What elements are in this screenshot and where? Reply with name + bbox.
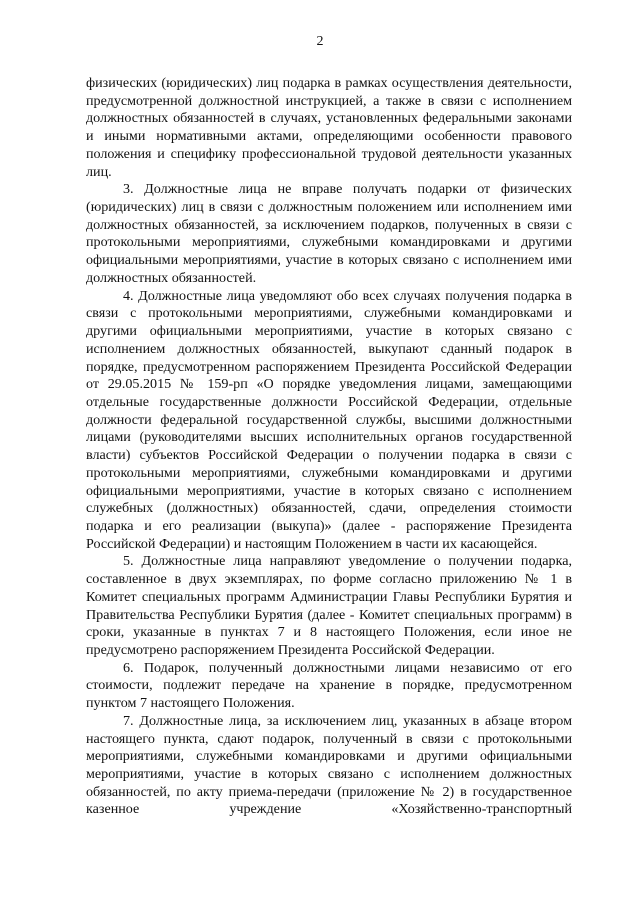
- paragraph-item-5: 5. Должностные лица направляют уведомление о получении подарка, составленное в двух экземплярах, по форме согласно приложению № 1 в Комитет специальных программ Администрации Главы Республики Бурятия и Правительства Республики Бурятия (далее - Комитет специальных программ) в сроки, указанные в пунктах 7 и 8 настоящего Положения, если иное не предусмотрено распоряжением Президента Российской Федерации.: [86, 553, 572, 658]
- paragraph-continuation: физических (юридических) лиц подарка в рамках осуществления деятельности, предусмотренной должностной инструкцией, а также в связи с исполнением должностных обязанностей в случаях, установленных федеральными законами и иными нормативными актами, определяющими особенности правового положения и специфику профессиональной трудовой деятельности указанных лиц.: [86, 75, 572, 180]
- paragraph-item-7: 7. Должностные лица, за исключением лиц, указанных в абзаце втором настоящего пункта, сдают подарок, полученный в связи с протокольными мероприятиями, служебными командировками и другими официальными мероприятиями, участие в которых связано с исполнением должностных обязанностей, по акту приема-передачи (приложение № 2) в государственное казенное учреждение «Хозяйственно-транспортный: [86, 712, 572, 818]
- document-body: [86, 75, 572, 819]
- paragraph-item-4: 4. Должностные лица уведомляют обо всех случаях получения подарка в связи с протокольными мероприятиями, служебными командировками и другими официальными мероприятиями, участие в которых связано с исполнением должностных обязанностей, выкупают сданный подарок в порядке, предусмотренном распоряжением Президента Российской Федерации от 29.05.2015 № 159-рп «О порядке уведомления лицами, замещающими отдельные государственные должности Российской Федерации, отдельные должности федеральной государственной службы, высшими должностными лицами (руководителями высших исполнительных органов государственной власти) субъектов Российской Федерации о получении подарка в связи с протокольными мероприятиями, служебными командировками и другими официальными мероприятиями, участие в которых связано с исполнением служебных (должностных) обязанностей, сдачи, определения стоимости подарка и его реализации (выкупа)» (далее - распоряжение Президента Российской Федерации) и настоящим Положением в части их касающейся.: [86, 287, 572, 552]
- paragraph-item-6: 6. Подарок, полученный должностными лицами независимо от его стоимости, подлежит передаче на хранение в порядке, предусмотренном пунктом 7 настоящего Положения.: [86, 659, 572, 712]
- paragraph-item-3: 3. Должностные лица не вправе получать подарки от физических (юридических) лиц в связи с должностным положением или исполнением ими должностных обязанностей, за исключением подарков, полученных в связи с протокольными мероприятиями, служебными командировками и другими официальными мероприятиями, участие в которых связано с исполнением ими должностных обязанностей.: [86, 181, 572, 286]
- page-number: 2: [316, 34, 324, 49]
